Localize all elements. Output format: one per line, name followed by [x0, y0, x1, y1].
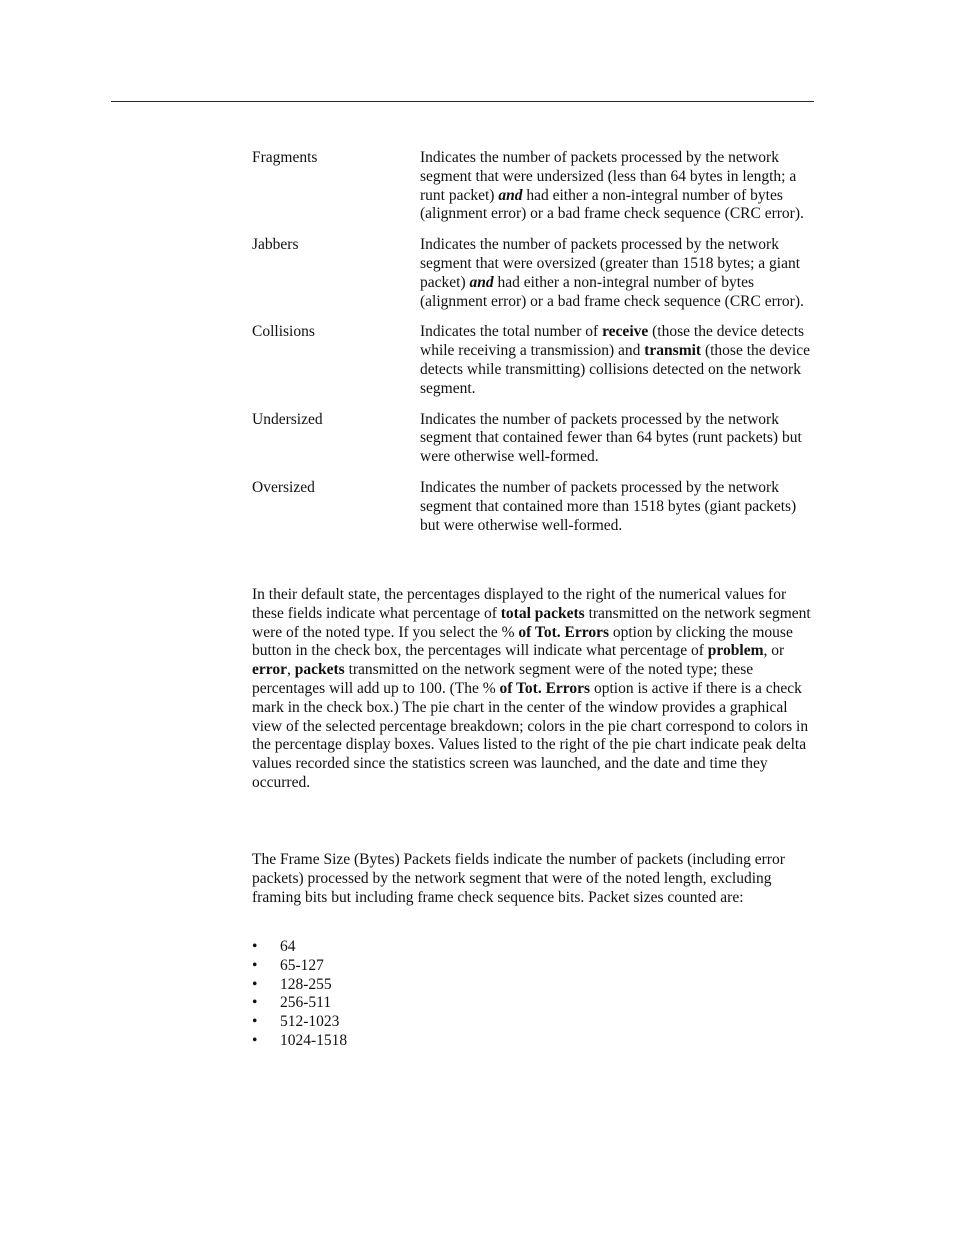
list-item-label: 65-127 [280, 956, 324, 974]
desc-text: Indicates the total number of [420, 323, 603, 341]
definition-row-undersized [252, 411, 814, 467]
term-collisions: Collisions [252, 323, 315, 341]
bullet-icon: • [252, 994, 258, 1012]
list-item-label: 64 [280, 938, 296, 955]
bullet-icon: • [252, 1013, 258, 1031]
para-text: option by clicking the mouse button in the check box, the percentages will indicate what percentage of [252, 623, 793, 660]
term-jabbers: Jabbers [252, 236, 299, 254]
desc-bold: receive [602, 323, 649, 341]
frame-size-paragraph: The Frame Size (Bytes) Packets fields indicate the number of packets (including error packets) processed by the network segment that were of the noted length, excluding framing bits but including frame check sequence bits. Packet sizes counted are: [252, 851, 785, 906]
list-item [252, 1013, 347, 1032]
definition-list [252, 149, 814, 547]
packet-size-list [252, 938, 347, 1051]
para-text: transmitted on the network segment were of the noted type; these percentages will add up to 100. (The % [252, 661, 754, 697]
bullet-icon: • [252, 956, 258, 974]
para-text: In their default state, the percentages displayed to the right of the numerical values for these fields indicate what percentage of [252, 586, 787, 622]
para-bold: packets [294, 661, 345, 679]
para-bold: of Tot. Errors [499, 679, 591, 697]
list-item-label: 256-511 [280, 994, 332, 1012]
desc-text: had either a non-integral number of bytes (alignment error) or a bad frame check sequence (CRC error). [420, 273, 804, 310]
desc-collisions [420, 323, 814, 398]
desc-text: (those the device detects while receiving a transmission) and [420, 323, 805, 360]
list-item-label: 1024-1518 [280, 1031, 348, 1049]
definition-row-jabbers [252, 236, 814, 311]
para-text: transmitted on the network segment were of the noted type. If you select the % [252, 604, 811, 641]
para-bold: problem [707, 642, 764, 660]
bullet-icon: • [252, 1031, 258, 1049]
list-item-label: 512-1023 [280, 1013, 340, 1031]
list-item-label: 128-255 [280, 975, 332, 993]
para-text: , or [763, 642, 785, 660]
para-bold: of Tot. Errors [518, 623, 609, 641]
bullet-icon: • [252, 975, 258, 993]
definition-row-oversized [252, 479, 814, 535]
desc-text: (those the device detects while transmitting) collisions detected on the network segment. [420, 342, 810, 397]
desc-bold: transmit [644, 342, 702, 360]
desc-fragments [420, 149, 814, 224]
term-fragments: Fragments [252, 149, 318, 166]
desc-text: Indicates the number of packets processed by the network segment that were oversized (greater than 1518 bytes; a giant packet) [420, 236, 801, 291]
percentages-paragraph [252, 586, 814, 793]
desc-undersized: Indicates the number of packets processed by the network segment that contained fewer than 64 bytes (runt packets) but were otherwise well-formed. [420, 410, 802, 466]
list-item [252, 994, 347, 1013]
term-oversized: Oversized [252, 478, 315, 496]
term-undersized: Undersized [252, 410, 323, 428]
desc-text: Indicates the number of packets processed by the network segment that were undersized (less than 64 bytes in length; a runt packet) [420, 149, 797, 204]
para-bold: total packets [500, 604, 585, 622]
para-text: option is active if there is a check mark in the check box.) The pie chart in the center of the window provides a graphical view of the selected percentage breakdown; colors in the pie chart correspond to colors in the percentage display boxes. Values listed to the right of the pie chart indicate peak delta values recorded since the statistics screen was launched, and the date and time they occurred. [252, 679, 809, 791]
desc-jabbers [420, 236, 814, 311]
definition-row-collisions [252, 323, 814, 398]
desc-text: had either a non-integral number of bytes (alignment error) or a bad frame check sequence (CRC error). [420, 186, 804, 223]
header-rule [111, 101, 814, 102]
desc-emphasis: and [469, 273, 494, 291]
desc-emphasis: and [498, 186, 523, 204]
desc-oversized: Indicates the number of packets processed by the network segment that contained more than 1518 bytes (giant packets) but were otherwise well-formed. [420, 478, 797, 534]
list-item [252, 957, 347, 976]
bullet-icon: • [252, 938, 258, 955]
definition-row-fragments [252, 149, 814, 224]
list-item [252, 938, 347, 957]
list-item [252, 1032, 347, 1051]
para-bold: error [252, 661, 287, 679]
para-text: , [287, 661, 295, 679]
list-item [252, 976, 347, 995]
